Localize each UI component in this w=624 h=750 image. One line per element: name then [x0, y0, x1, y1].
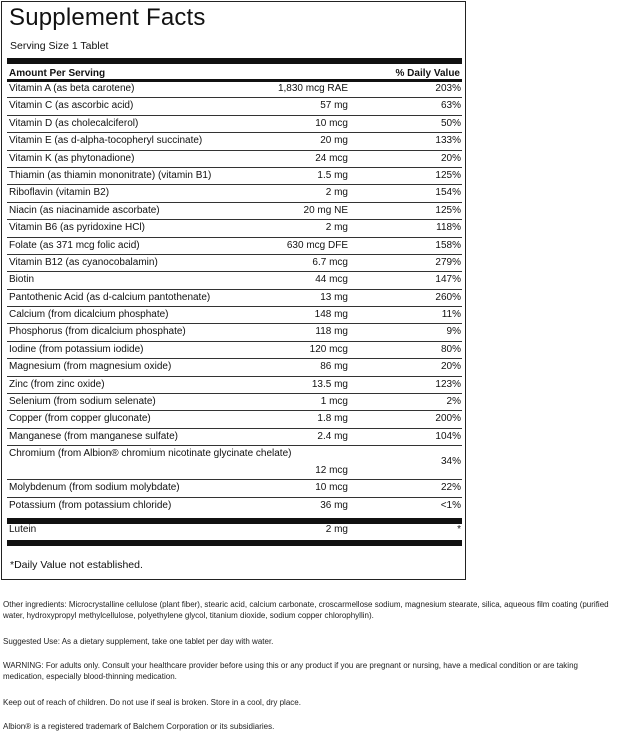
nutrient-daily-value: 200%: [435, 413, 461, 425]
nutrient-row: [7, 272, 462, 289]
nutrient-amount: 44 mcg: [315, 274, 348, 286]
nutrient-daily-value: 22%: [440, 482, 461, 494]
daily-value-footnote: *Daily Value not established.: [10, 559, 143, 571]
nutrient-daily-value: 154%: [435, 187, 461, 199]
nutrient-name: Vitamin D (as cholecalciferol): [9, 117, 139, 129]
nutrient-amount: 10 mcg: [315, 482, 348, 494]
nutrient-row: [7, 359, 462, 376]
nutrient-amount: 1,830 mcg RAE: [277, 83, 348, 94]
nutrient-row: [7, 151, 462, 168]
nutrient-amount: 1.8 mg: [317, 413, 348, 425]
daily-value-header: % Daily Value: [395, 68, 460, 79]
nutrient-row: [7, 429, 462, 446]
nutrient-name: Riboflavin (vitamin B2): [9, 187, 110, 199]
nutrient-name: Folate (as 371 mcg folic acid): [9, 239, 140, 251]
nutrient-name: Vitamin E (as d-alpha-tocopheryl succinate): [9, 135, 203, 147]
nutrient-name: Molybdenum (from sodium molybdate): [9, 482, 180, 494]
nutrient-daily-value: 123%: [435, 378, 461, 390]
nutrient-daily-value: 50%: [440, 117, 461, 129]
nutrient-daily-value: 11%: [441, 309, 461, 321]
nutrient-amount: 20 mg NE: [303, 204, 348, 216]
nutrient-name: Biotin: [9, 274, 35, 286]
nutrient-name: Vitamin C (as ascorbic acid): [9, 100, 134, 112]
nutrient-row: [7, 480, 462, 497]
nutrient-row: [7, 411, 462, 428]
nutrient-amount: 630 mcg DFE: [286, 239, 348, 251]
nutrient-row: [7, 307, 462, 324]
nutrient-daily-value: 279%: [435, 256, 461, 268]
nutrient-amount: 10 mcg: [315, 117, 348, 129]
nutrient-daily-value: 133%: [435, 135, 461, 147]
supplement-facts-panel: [1, 1, 466, 580]
nutrient-daily-value: 125%: [435, 169, 461, 181]
other-ingredients-text: Other ingredients: Microcrystalline cellulose (plant fiber), stearic acid, calcium carbonate, croscarmellose sodium, magnesium stearate, silica, aqueous film coating (purified water, hydroxypropyl methylcellulose, polyethylene glycol, titanium dioxide, sodium copper chlorophyllin).: [3, 600, 609, 620]
nutrient-amount: 6.7 mcg: [312, 256, 348, 268]
nutrient-row: [7, 255, 462, 272]
nutrient-row: [7, 133, 462, 150]
nutrient-daily-value: *: [457, 524, 461, 535]
suggested-use-text: Suggested Use: As a dietary supplement, take one tablet per day with water.: [3, 637, 274, 646]
nutrient-name: Calcium (from dicalcium phosphate): [9, 309, 169, 321]
warning-text: WARNING: For adults only. Consult your healthcare provider before using this or any product if you are pregnant or nursing, have a medical condition or are taking medication, especially blood-thinning medication.: [3, 661, 578, 681]
nutrient-amount: 20 mg: [320, 135, 348, 147]
trademark-text: Albion® is a registered trademark of Balchem Corporation or its subsidiaries.: [3, 722, 275, 731]
nutrient-name: Potassium (from potassium chloride): [9, 499, 172, 511]
nutrient-name: Copper (from copper gluconate): [9, 413, 151, 425]
nutrient-amount: 57 mg: [320, 100, 348, 112]
nutrient-name: Lutein: [9, 524, 37, 535]
nutrient-row: [7, 185, 462, 202]
nutrient-amount: 2 mg: [325, 222, 348, 234]
nutrient-row: [7, 377, 462, 394]
nutrient-row: [7, 81, 462, 98]
nutrient-name: Thiamin (as thiamin mononitrate) (vitamin B1): [9, 169, 212, 181]
nutrient-name: Vitamin B6 (as pyridoxine HCl): [9, 222, 145, 234]
nutrient-row: [7, 203, 462, 220]
nutrient-table: [7, 81, 462, 515]
nutrient-daily-value: 20%: [440, 152, 461, 164]
nutrient-row: [7, 168, 462, 185]
nutrient-amount: 12 mcg: [315, 465, 348, 477]
nutrient-row: [7, 342, 462, 359]
nutrient-row: [7, 116, 462, 133]
nutrient-row: [7, 446, 462, 480]
nutrient-daily-value: 63%: [440, 100, 461, 112]
nutrient-amount: 2.4 mg: [317, 430, 348, 442]
nutrient-row: [7, 98, 462, 115]
nutrient-name: Vitamin A (as beta carotene): [9, 83, 135, 94]
nutrient-name: Chromium (from Albion® chromium nicotinate glycinate chelate): [9, 448, 292, 460]
nutrient-name: Phosphorus (from dicalcium phosphate): [9, 326, 186, 338]
nutrient-daily-value: 104%: [435, 430, 461, 442]
nutrient-row: [7, 290, 462, 307]
nutrient-daily-value: 203%: [435, 83, 461, 94]
nutrient-amount: 86 mg: [320, 361, 348, 373]
nutrient-amount: 13.5 mg: [311, 378, 348, 390]
nutrient-amount: 24 mcg: [315, 152, 348, 164]
nutrient-row: [7, 394, 462, 411]
nutrient-daily-value: 125%: [435, 204, 461, 216]
nutrient-amount: 2 mg: [325, 187, 348, 199]
nutrient-amount: 13 mg: [320, 291, 348, 303]
nutrient-amount: 1 mcg: [320, 396, 348, 408]
nutrient-name: Magnesium (from magnesium oxide): [9, 361, 172, 373]
nutrient-daily-value: 20%: [440, 361, 461, 373]
nutrient-amount: 120 mcg: [309, 343, 348, 355]
nutrient-amount: 148 mg: [314, 309, 348, 321]
nutrient-amount: 36 mg: [320, 499, 348, 511]
nutrient-daily-value: 260%: [435, 291, 461, 303]
nutrient-amount: 118 mg: [315, 326, 348, 338]
thick-divider: [7, 58, 462, 64]
storage-text: Keep out of reach of children. Do not use if seal is broken. Store in a cool, dry place.: [3, 698, 301, 707]
nutrient-name: Iodine (from potassium iodide): [9, 343, 144, 355]
thick-divider: [7, 540, 462, 546]
nutrient-row: [7, 220, 462, 237]
nutrient-name: Selenium (from sodium selenate): [9, 396, 156, 408]
nutrient-daily-value: 80%: [440, 343, 461, 355]
nutrient-daily-value: 2%: [446, 396, 461, 408]
nutrient-name: Vitamin K (as phytonadione): [9, 152, 135, 164]
nutrient-name: Manganese (from manganese sulfate): [9, 430, 178, 442]
nutrient-daily-value: 158%: [435, 239, 461, 251]
nutrient-daily-value: 34%: [440, 456, 461, 468]
nutrient-amount: 1.5 mg: [317, 169, 348, 181]
nutrient-name: Vitamin B12 (as cyanocobalamin): [9, 256, 158, 268]
nutrient-name: Pantothenic Acid (as d-calcium pantothenate): [9, 291, 211, 303]
panel-title: Supplement Facts: [9, 4, 206, 31]
nutrient-daily-value: 118%: [436, 222, 461, 234]
nutrient-daily-value: 9%: [446, 326, 461, 338]
nutrient-amount: 2 mg: [325, 524, 348, 535]
nutrient-row: [7, 324, 462, 341]
nutrient-row: [7, 238, 462, 255]
nutrient-daily-value: <1%: [440, 499, 461, 511]
nutrient-row: [7, 498, 462, 515]
nutrient-daily-value: 147%: [435, 274, 461, 286]
serving-size: Serving Size 1 Tablet: [10, 40, 109, 52]
lutein-row: [7, 522, 462, 539]
nutrient-name: Zinc (from zinc oxide): [9, 378, 105, 390]
amount-per-serving-header: Amount Per Serving: [9, 68, 106, 79]
nutrient-name: Niacin (as niacinamide ascorbate): [9, 204, 160, 216]
